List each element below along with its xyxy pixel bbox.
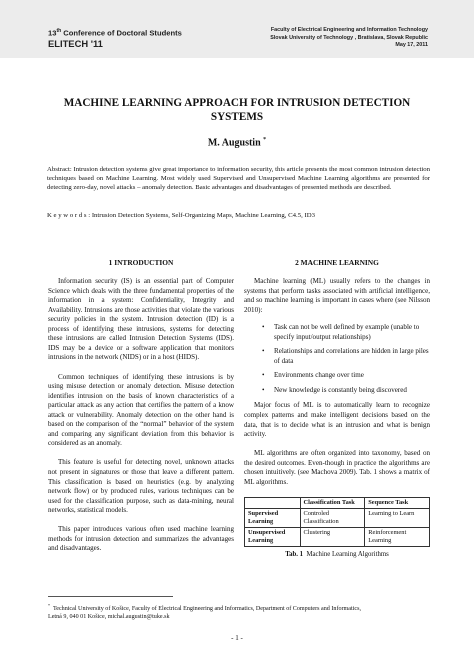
table-cell: Reinforcement Learning	[365, 528, 430, 547]
faculty-header	[270, 27, 428, 50]
table-header-row	[245, 498, 430, 509]
right-column	[244, 258, 430, 560]
list-item: • New knowledge is constantly being discovered	[262, 385, 407, 394]
table-cell: Learning to Learn	[365, 509, 430, 528]
table-row-header: Unsupervised Learning	[245, 528, 301, 547]
bullet-icon: •	[262, 347, 265, 356]
bullet-icon: •	[262, 385, 265, 394]
keywords-text: Intrusion Detection Systems, Self-Organizing Maps, Machine Learning, C4.5, ID3	[91, 212, 315, 219]
left-column	[48, 258, 234, 564]
table-row	[245, 528, 430, 547]
abstract: Abstract: Intrusion detection systems give great importance to information security, this article presents the most common intrusion detection techniques based on Machine Learning. Most widely used Supervised and Unsupervised Machine Learning algorithms are presented for detecting zero-day, novel attacks – anomaly detection. Basic advantages and disadvantages of presented methods are described.	[47, 166, 430, 191]
faculty-name: Faculty of Electrical Engineering and Information Technology	[270, 27, 428, 33]
author: M. Augustin *	[207, 137, 267, 149]
conference-date: May 17, 2011	[395, 42, 428, 48]
list-item: • Relationships and correlations are hidden in large piles of data	[262, 347, 429, 365]
table-header-cell: Sequence Task	[365, 498, 430, 509]
table-cell: Controled Classification	[300, 509, 365, 528]
bullet-list	[244, 323, 430, 395]
table-header-cell: Classification Task	[300, 498, 365, 509]
table-row-header: Supervised Learning	[245, 509, 301, 528]
paragraph: This feature is useful for detecting novel, unknown attacks not present in signatures or those that leave a different pattern. This classification is based on heuristics (e.g. by analyzing network flow) or by produced rules, various techniques can be used for the classification purpose, such as data-mining, neural networks, statistical models.	[48, 458, 234, 515]
conference-short-name: ELITECH '11	[48, 37, 103, 49]
section-heading-machine-learning: 2 MACHINE LEARNING	[295, 258, 379, 267]
keywords	[47, 212, 430, 221]
footnote-line: Letná 9, 040 01 Košice, michal.augustin@tuke.sk	[48, 614, 170, 621]
table-row	[245, 509, 430, 528]
section-heading-introduction: 1 INTRODUCTION	[108, 258, 174, 267]
table-caption: Tab. 1 Machine Learning Algorithms	[285, 551, 389, 559]
footnote-divider	[48, 596, 173, 597]
ml-algorithms-table	[244, 497, 430, 547]
footnote-mark: *	[48, 603, 50, 608]
paragraph: ML algorithms are often organized into taxonomy, based on the desired outcomes. Even-though in practice the algorithms are chosen intuitively. (see Machova 2009). Tab. 1 shows a matrix of ML algorithms.	[244, 449, 430, 486]
university-name: Slovak University of Technology , Bratislava, Slovak Republic	[270, 34, 428, 41]
paragraph: Information security (IS) is an essential part of Computer Science which deals with the three fundamental properties of the information in a system: Confidentiality, Integrity and Availability. Intrusions are those activities that violate the various security policies in the system. Intrusion detection (ID) is a process of identifying these intrusions, systems for detecting these intrusions are called Intrusion Detection Systems (IDS). IDS may be a device or a software application that monitors intrusions in the network (NIDS) or in a host (HIDS).	[48, 277, 234, 362]
conference-name: 13th Conference of Doctoral Students	[48, 28, 182, 38]
footnote	[48, 602, 428, 621]
keywords-label: K e y w o r d s :	[47, 212, 91, 219]
table-cell: Clustering	[300, 528, 365, 547]
conference-header	[48, 27, 182, 49]
footnote-line: Technical University of Košice, Faculty of Electrical Engineering and Informatics, Department of Computers and Informatics,	[52, 606, 361, 613]
page-number: - 1 -	[231, 634, 243, 642]
list-item: • Environments change over time	[262, 371, 364, 380]
paragraph: Common techniques of identifying these intrusions is by using misuse detection or anomaly detection. Misuse detection identifies intrusion on the basis of known characteristics of a particular attack as any action that certifies the pattern of a know attack or vulnerability. Anomaly detection on the other hand is based on the comparison of the “normal” behavior of the system and comparing any significant deviation from this behavior is considered as an anomaly.	[48, 372, 234, 448]
paragraph: This paper introduces various often used machine learning methods for intrusion detection and summarizes the advantages and disadvantages.	[48, 525, 234, 553]
paragraph: Machine learning (ML) usually refers to the changes in systems that perform tasks associated with artificial intelligence, and so machine learning is important in cases where (see Nilsson 2010):	[244, 277, 430, 314]
paragraph: Major focus of ML is to automatically learn to recognize complex patterns and make intelligent decisions based on the data, that is to decide what is an intrusion and what is benign activity.	[244, 401, 430, 439]
bullet-icon: •	[262, 323, 265, 332]
bullet-icon: •	[262, 371, 265, 380]
list-item: • Task can not be well defined by example (unable to specify input/output relationships)	[262, 323, 420, 341]
paper-title: MACHINE LEARNING APPROACH FOR INTRUSION DETECTION SYSTEMS	[63, 97, 411, 123]
table-corner-cell	[245, 498, 301, 509]
